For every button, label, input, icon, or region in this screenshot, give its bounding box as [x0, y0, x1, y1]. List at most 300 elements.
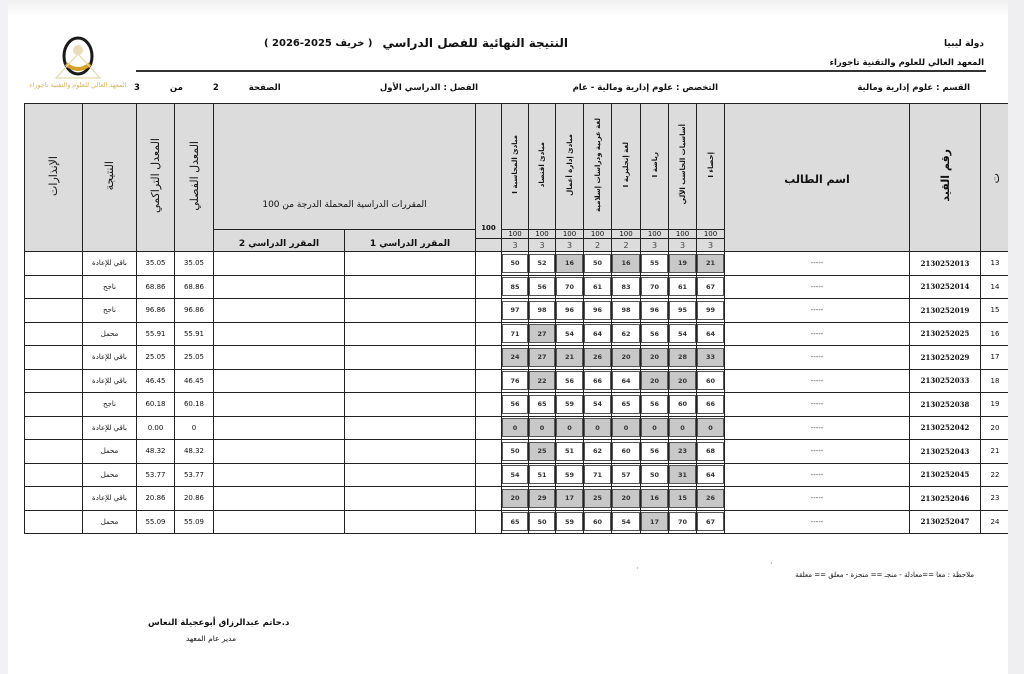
carried-course-1-cell: [345, 487, 476, 511]
grade-cell: [502, 440, 529, 464]
warnings-cell: [25, 440, 83, 464]
serial-cell: 18: [981, 369, 1010, 393]
term-gpa-cell: 20.86: [175, 487, 214, 511]
extra-cell: [476, 322, 502, 346]
result-cell: ناجح: [83, 393, 137, 417]
result-cell: باقي للإعادة: [83, 369, 137, 393]
grade-cell: [502, 510, 529, 534]
term-gpa-cell: 53.77: [175, 463, 214, 487]
carried-course-1-cell: [345, 346, 476, 370]
grade-cell: [584, 440, 612, 464]
grade-value: 59: [556, 395, 583, 414]
grade-cell: [502, 416, 529, 440]
grade-cell: [669, 510, 697, 534]
student-id-cell: 2130252013: [910, 252, 981, 276]
grade-cell: [584, 275, 612, 299]
grade-value: 33: [697, 348, 724, 367]
grade-cell: [502, 322, 529, 346]
student-id-cell: 2130252033: [910, 369, 981, 393]
grade-value: 0: [502, 418, 528, 437]
grade-value: 50: [641, 465, 668, 484]
grade-cell: [529, 440, 556, 464]
grade-value: 25: [584, 489, 611, 508]
table-row: [25, 393, 1010, 417]
student-id-cell: 2130252025: [910, 322, 981, 346]
result-header: النتيجة: [103, 160, 116, 191]
grade-value: 54: [556, 324, 583, 343]
department-info: [857, 83, 970, 93]
grade-value: 56: [641, 324, 668, 343]
grade-cell: [502, 346, 529, 370]
col-cum-gpa: [137, 104, 175, 252]
grade-cell: [612, 510, 641, 534]
grade-cell: [697, 487, 725, 511]
grade-value: 20: [641, 348, 668, 367]
grade-cell: [641, 275, 669, 299]
subject-credits: 3: [641, 239, 669, 252]
grade-value: 61: [584, 277, 611, 296]
grade-value: 57: [612, 465, 640, 484]
grade-cell: [697, 299, 725, 323]
student-id-cell: 2130252047: [910, 510, 981, 534]
cum-gpa-cell: 55.09: [137, 510, 175, 534]
col-student-name: [725, 104, 910, 252]
cum-gpa-cell: 35.05: [137, 252, 175, 276]
student-name-cell: -----: [725, 346, 910, 370]
carried-course-1-cell: [345, 369, 476, 393]
grade-cell: [669, 346, 697, 370]
grade-value: 16: [556, 254, 583, 273]
student-id-cell: 2130252045: [910, 463, 981, 487]
student-name-cell: -----: [725, 322, 910, 346]
term-gpa-cell: 35.05: [175, 252, 214, 276]
grade-value: 0: [669, 418, 696, 437]
grade-cell: [584, 393, 612, 417]
carried-courses-header: المقررات الدراسية المحملة الدرجة من 100: [214, 104, 476, 230]
institute-name: المعهد العالي للعلوم والتقنية تاجوراء: [829, 58, 984, 68]
logo-text: المعهد العالي للعلوم والتقنية تاجوراء: [29, 81, 127, 89]
grade-value: 64: [612, 371, 640, 390]
grade-cell: [697, 463, 725, 487]
carried-course-1-cell: [345, 463, 476, 487]
grade-value: 26: [697, 489, 724, 508]
student-id-cell: 2130252046: [910, 487, 981, 511]
carried-course-2-cell: [214, 369, 345, 393]
grade-cell: [584, 487, 612, 511]
subject-max: 100: [502, 230, 529, 239]
extra-cell: [476, 275, 502, 299]
subject-header: مبادئ المحاسبة I: [502, 104, 529, 230]
student-id-cell: 2130252042: [910, 416, 981, 440]
grade-cell: [584, 463, 612, 487]
subject-credits: 3: [669, 239, 697, 252]
carried-course-1-cell: [345, 416, 476, 440]
extra-cell: [476, 487, 502, 511]
student-name-cell: -----: [725, 463, 910, 487]
grade-value: 52: [529, 254, 555, 273]
grade-cell: [529, 252, 556, 276]
page-info: [134, 83, 281, 93]
grade-value: 0: [529, 418, 555, 437]
grade-cell: [697, 369, 725, 393]
subject-max: 100: [584, 230, 612, 239]
grade-cell: [641, 416, 669, 440]
grade-value: 50: [502, 442, 528, 461]
table-row: [25, 369, 1010, 393]
serial-cell: 14: [981, 275, 1010, 299]
extra-credits: [476, 239, 502, 252]
serial-cell: 22: [981, 463, 1010, 487]
subject-max: 100: [556, 230, 584, 239]
grade-value: 56: [641, 442, 668, 461]
grade-cell: [502, 299, 529, 323]
grade-cell: [529, 393, 556, 417]
grade-value: 25: [529, 442, 555, 461]
grade-cell: [556, 275, 584, 299]
carried-course-1-cell: [345, 322, 476, 346]
grade-value: 0: [641, 418, 668, 437]
grade-cell: [697, 393, 725, 417]
extra-cell: [476, 510, 502, 534]
page-total: 3: [134, 83, 140, 93]
warnings-cell: [25, 346, 83, 370]
student-name-cell: -----: [725, 299, 910, 323]
grade-cell: [612, 252, 641, 276]
table-row: [25, 252, 1010, 276]
grade-cell: [612, 322, 641, 346]
grade-value: 19: [669, 254, 696, 273]
grade-value: 65: [529, 395, 555, 414]
extra-cell: [476, 393, 502, 417]
grade-cell: [641, 346, 669, 370]
grade-cell: [584, 416, 612, 440]
grade-cell: [556, 299, 584, 323]
extra-cell: [476, 299, 502, 323]
serial-cell: 15: [981, 299, 1010, 323]
subject-header: مبادئ إدارة أعمال: [556, 104, 584, 230]
page-label: الصفحة: [248, 83, 281, 93]
term-gpa-cell: 48.32: [175, 440, 214, 464]
grade-cell: [641, 299, 669, 323]
grade-cell: [697, 416, 725, 440]
grade-value: 56: [502, 395, 528, 414]
carried-course-1-cell: [345, 252, 476, 276]
grade-cell: [502, 252, 529, 276]
table-row: [25, 322, 1010, 346]
grade-cell: [641, 510, 669, 534]
grade-cell: [612, 369, 641, 393]
term-gpa-cell: 96.86: [175, 299, 214, 323]
top-shade: [8, 0, 1008, 18]
subject-credits: 3: [697, 239, 725, 252]
grade-value: 70: [556, 277, 583, 296]
results-body: [25, 252, 1010, 534]
grade-value: 97: [502, 301, 528, 320]
grade-value: 70: [669, 512, 696, 531]
grade-cell: [584, 299, 612, 323]
carried-course-1-cell: [345, 440, 476, 464]
stray-mark: ·: [770, 559, 773, 568]
serial-cell: 17: [981, 346, 1010, 370]
subject-credits: 2: [612, 239, 641, 252]
carried-course-2-cell: [214, 346, 345, 370]
grade-value: 51: [529, 465, 555, 484]
grade-cell: [529, 299, 556, 323]
table-row: [25, 487, 1010, 511]
grade-value: 16: [641, 489, 668, 508]
grade-value: 0: [556, 418, 583, 437]
serial-cell: 21: [981, 440, 1010, 464]
grade-value: 64: [697, 324, 724, 343]
grade-cell: [612, 299, 641, 323]
serial-header: ت: [988, 172, 1002, 183]
results-table: [24, 103, 1010, 534]
grade-cell: [669, 487, 697, 511]
table-row: [25, 299, 1010, 323]
grade-cell: [556, 346, 584, 370]
carried-course-2-cell: [214, 487, 345, 511]
grade-value: 54: [502, 465, 528, 484]
extra-cell: [476, 463, 502, 487]
department-value: علوم إدارية ومالية: [857, 83, 934, 93]
grade-cell: [556, 510, 584, 534]
subject-credits: 2: [584, 239, 612, 252]
stray-mark: ·: [636, 564, 639, 573]
col-warnings: [25, 104, 83, 252]
grade-cell: [584, 369, 612, 393]
grade-cell: [612, 275, 641, 299]
subject-header: لغة إنجليزية I: [612, 104, 641, 230]
grade-cell: [584, 510, 612, 534]
grade-value: 21: [556, 348, 583, 367]
cum-gpa-cell: 53.77: [137, 463, 175, 487]
grade-value: 64: [697, 465, 724, 484]
subject-credits: 3: [556, 239, 584, 252]
result-cell: باقي للإعادة: [83, 252, 137, 276]
grade-value: 54: [669, 324, 696, 343]
subject-header: رياضة I: [641, 104, 669, 230]
grade-cell: [556, 369, 584, 393]
grade-cell: [669, 416, 697, 440]
cum-gpa-cell: 0.00: [137, 416, 175, 440]
grade-cell: [697, 510, 725, 534]
grade-value: 22: [529, 371, 555, 390]
grade-value: 60: [669, 395, 696, 414]
carried-course-2-header: المقرر الدراسي 2: [214, 230, 345, 252]
grade-value: 96: [584, 301, 611, 320]
result-cell: محمل: [83, 463, 137, 487]
student-id-cell: 2130252043: [910, 440, 981, 464]
table-row: [25, 463, 1010, 487]
table-row: [25, 510, 1010, 534]
term-gpa-cell: 46.45: [175, 369, 214, 393]
grade-value: 50: [529, 512, 555, 531]
carried-course-1-cell: [345, 275, 476, 299]
grade-cell: [556, 463, 584, 487]
grade-value: 26: [584, 348, 611, 367]
carried-course-2-cell: [214, 322, 345, 346]
extra-cell: [476, 346, 502, 370]
result-cell: محمل: [83, 510, 137, 534]
student-name-cell: -----: [725, 416, 910, 440]
grade-cell: [556, 322, 584, 346]
grade-value: 96: [556, 301, 583, 320]
table-row: [25, 346, 1010, 370]
title-text: النتيجة النهائية للفصل الدراسي: [382, 36, 568, 50]
grade-cell: [641, 440, 669, 464]
grade-cell: [641, 252, 669, 276]
warnings-cell: [25, 369, 83, 393]
grade-value: 17: [641, 512, 668, 531]
warnings-cell: [25, 299, 83, 323]
grade-value: 54: [584, 395, 611, 414]
table-row: [25, 416, 1010, 440]
grade-value: 23: [669, 442, 696, 461]
carried-course-2-cell: [214, 275, 345, 299]
grade-cell: [529, 322, 556, 346]
grade-value: 51: [556, 442, 583, 461]
grade-cell: [641, 463, 669, 487]
grade-value: 56: [641, 395, 668, 414]
grade-cell: [669, 299, 697, 323]
grade-value: 71: [502, 324, 528, 343]
signatory-title: مدير عام المعهد: [186, 634, 237, 643]
page-number: 2: [212, 83, 219, 93]
extra-cell: [476, 252, 502, 276]
grade-cell: [584, 322, 612, 346]
grade-cell: [612, 487, 641, 511]
grade-value: 16: [612, 254, 640, 273]
institute-logo: [26, 32, 130, 98]
subject-max: 100: [612, 230, 641, 239]
warnings-header: الإنذارات: [47, 155, 60, 196]
carried-course-2-cell: [214, 393, 345, 417]
subject-header: مبادئ اقتصاد: [529, 104, 556, 230]
term-gpa-cell: 55.91: [175, 322, 214, 346]
student-id-header: رقم القيد: [938, 149, 952, 202]
grade-cell: [669, 322, 697, 346]
grade-value: 20: [641, 371, 668, 390]
grade-cell: [556, 487, 584, 511]
grade-cell: [529, 369, 556, 393]
student-id-cell: 2130252019: [910, 299, 981, 323]
extra-max: 100: [481, 224, 496, 232]
student-name-cell: -----: [725, 393, 910, 417]
term-gpa-cell: 60.18: [175, 393, 214, 417]
subject-max: 100: [529, 230, 556, 239]
serial-cell: 20: [981, 416, 1010, 440]
grade-cell: [529, 487, 556, 511]
subject-header: لغة عربية ودراسات إسلامية: [584, 104, 612, 230]
extra-cell: [476, 369, 502, 393]
grade-cell: [529, 346, 556, 370]
subject-credits: 3: [502, 239, 529, 252]
grade-cell: [612, 416, 641, 440]
grade-value: 56: [556, 371, 583, 390]
grade-value: 0: [697, 418, 724, 437]
grade-value: 65: [612, 395, 640, 414]
grade-value: 15: [669, 489, 696, 508]
grade-cell: [669, 463, 697, 487]
grade-cell: [641, 369, 669, 393]
student-name-cell: -----: [725, 252, 910, 276]
department-label: القسم :: [936, 83, 970, 93]
grade-value: 64: [584, 324, 611, 343]
grade-cell: [502, 275, 529, 299]
warnings-cell: [25, 252, 83, 276]
subject-max: 100: [669, 230, 697, 239]
grade-value: 27: [529, 348, 555, 367]
grade-cell: [669, 393, 697, 417]
specialization-value: علوم إدارية ومالية - عام: [572, 83, 673, 93]
grade-value: 31: [669, 465, 696, 484]
cum-gpa-cell: 96.86: [137, 299, 175, 323]
serial-cell: 24: [981, 510, 1010, 534]
grade-value: 54: [612, 512, 640, 531]
student-id-cell: 2130252038: [910, 393, 981, 417]
grade-cell: [612, 393, 641, 417]
table-row: [25, 275, 1010, 299]
grade-cell: [612, 440, 641, 464]
subject-credits: 3: [529, 239, 556, 252]
grade-value: 21: [697, 254, 724, 273]
grade-cell: [669, 369, 697, 393]
grade-value: 59: [556, 512, 583, 531]
term-gpa-cell: 25.05: [175, 346, 214, 370]
serial-cell: 23: [981, 487, 1010, 511]
grade-value: 98: [612, 301, 640, 320]
term-info: [380, 83, 478, 93]
grade-value: 20: [612, 489, 640, 508]
grade-value: 98: [529, 301, 555, 320]
term-label: الفصل :: [443, 83, 478, 93]
subject-header: أساسيات الحاسب الآلي: [669, 104, 697, 230]
student-id-cell: 2130252029: [910, 346, 981, 370]
grade-value: 62: [584, 442, 611, 461]
grade-value: 99: [697, 301, 724, 320]
grade-cell: [697, 322, 725, 346]
student-name-cell: -----: [725, 275, 910, 299]
grade-cell: [529, 275, 556, 299]
specialization-label: التخصص :: [675, 83, 718, 93]
term-value: الدراسي الأول: [379, 83, 441, 93]
term-gpa-cell: 68.86: [175, 275, 214, 299]
grade-value: 96: [641, 301, 668, 320]
carried-course-2-cell: [214, 510, 345, 534]
student-id-cell: 2130252014: [910, 275, 981, 299]
grade-value: 66: [584, 371, 611, 390]
cum-gpa-cell: 46.45: [137, 369, 175, 393]
warnings-cell: [25, 322, 83, 346]
header-rule: [136, 70, 986, 72]
grade-cell: [641, 487, 669, 511]
grade-value: 50: [584, 254, 611, 273]
cum-gpa-cell: 20.86: [137, 487, 175, 511]
report-title: [248, 36, 568, 50]
grade-value: 67: [697, 277, 724, 296]
grade-cell: [641, 322, 669, 346]
scrollbar[interactable]: [1008, 0, 1024, 674]
student-name-header: اسم الطالب: [784, 173, 850, 186]
footer-note: ملاحظة : مغا ==معادلة - منجـ == منجزة - معلق == معلقة: [795, 571, 974, 579]
carried-course-2-cell: [214, 416, 345, 440]
grade-value: 0: [584, 418, 611, 437]
result-cell: باقي للإعادة: [83, 487, 137, 511]
col-term-gpa: [175, 104, 214, 252]
grade-value: 85: [502, 277, 528, 296]
warnings-cell: [25, 463, 83, 487]
country-label: دولة ليبيا: [944, 39, 984, 49]
